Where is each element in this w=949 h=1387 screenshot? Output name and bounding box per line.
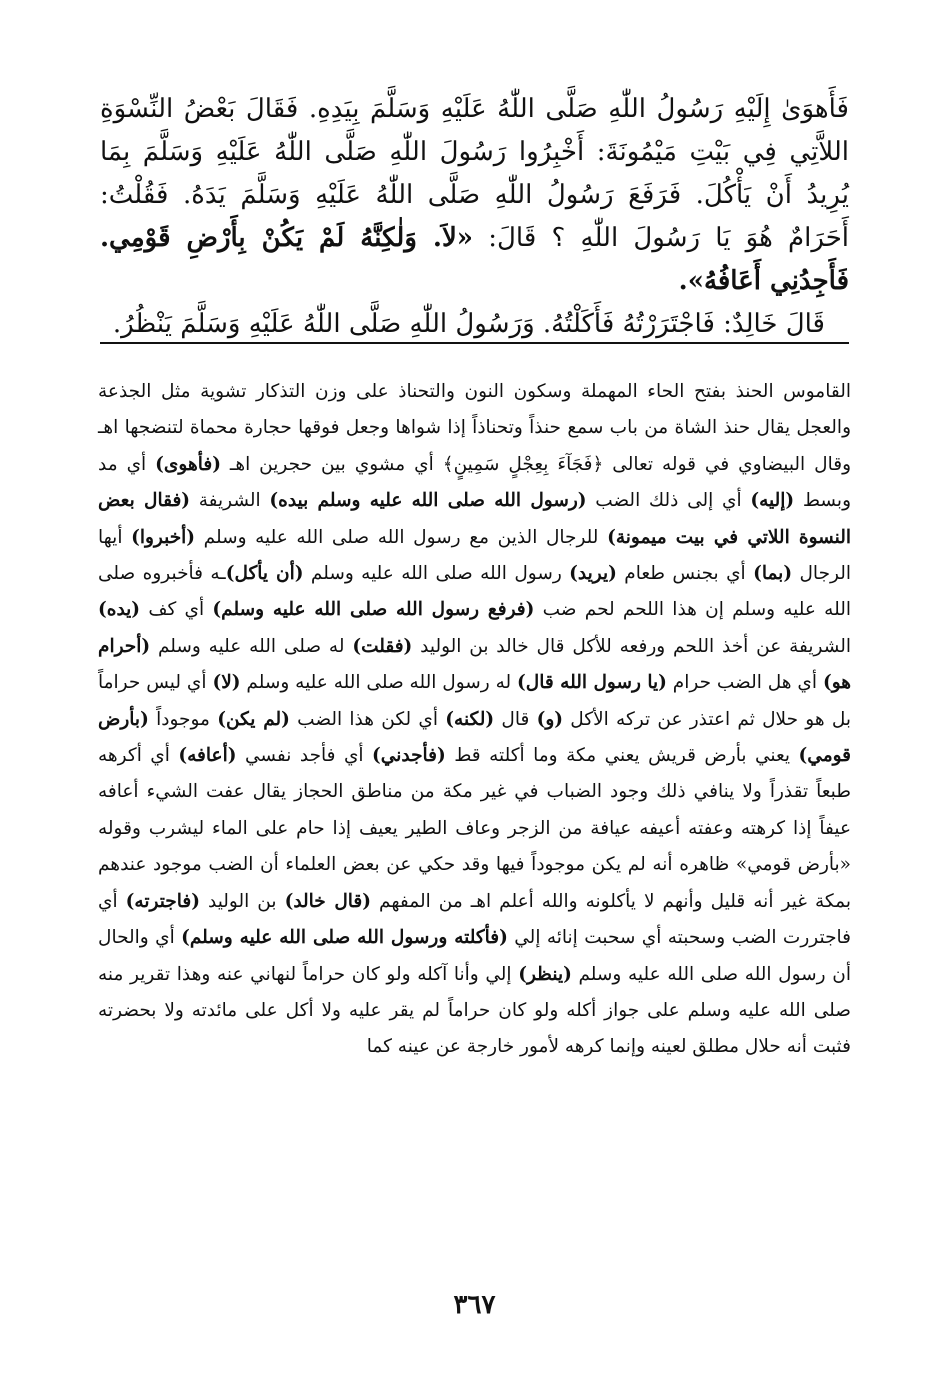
commentary-segment: أي لكن هذا الضب bbox=[289, 708, 446, 730]
commentary-segment: قال bbox=[494, 708, 537, 730]
footnote-separator bbox=[100, 342, 849, 344]
quoted-phrase: (أن يأكل) bbox=[225, 563, 304, 585]
commentary-segment: القاموس الحنذ بفتح الحاء المهملة وسكون النون والتحناذ على وزن التذكار تشوية مثل الجذعة والعجل يقال حنذ الشاة من باب سمع حنذاً وتحناذاً إذا شواها وجعل فوقها حجارة محماة لتنضجها اهـ وقال البيضاوي في قوله تعالى ﴿فَجَآءَ بِعِجْلٍ سَمِينٍ﴾ أي مشوي بين حجرين اهـ bbox=[98, 381, 851, 475]
hadith-paragraph-ending: قَالَ خَالِدٌ: فَاجْتَرَرْتُهُ فَأَكَلْتُهُ. وَرَسُولُ اللّٰهِ صَلَّى اللّٰهُ عَلَيْهِ وَسَلَّمَ يَنْظُرُ. bbox=[112, 309, 825, 339]
commentary-segment: للرجال الذين مع رسول الله صلى الله عليه وسلم bbox=[195, 526, 608, 548]
quoted-phrase: (أخبروا) bbox=[131, 526, 196, 548]
quoted-phrase: (قال خالد) bbox=[284, 890, 372, 912]
commentary-segment: رسول الله صلى الله عليه وسلم bbox=[303, 563, 570, 585]
quoted-phrase: (فقال بعض النسوة اللاتي في بيت ميمونة) bbox=[98, 490, 852, 548]
commentary-segment: موجوداً bbox=[148, 708, 218, 730]
commentary-segment: يعني بأرض قريش يعني مكة وما أكلته قط bbox=[445, 745, 799, 767]
commentary-text bbox=[98, 374, 851, 1066]
commentary-segment: أي كف bbox=[140, 599, 213, 621]
commentary-segment: أي أكرهه طبعاً تقذراً ولا ينافي ذلك وجود الضباب في غير مكة من مناطق الحجاز يقال عفت الشيء أعافه عيفاً إذا كرهته وعفته أعيفه عيافة من الزجر وعاف الطير يعيف إذا حام على الماء ليشرب وقوله «بأرض قومي» ظاهره أنه لم يكن موجوداً فيها وقد حكي عن بعض العلماء أن الضب موجود عندهم بمكة غير أنه قليل وأنهم لا يأكلونه والله أعلم اهـ من المفهم bbox=[98, 745, 851, 912]
commentary-segment: ـه فأخبروه صلى الله عليه وسلم إن هذا اللحم لحم ضب bbox=[98, 563, 851, 621]
quoted-phrase: (فقلت) bbox=[352, 635, 413, 657]
quoted-phrase: (لكنه) bbox=[445, 708, 495, 730]
hadith-narration: فَأَهوَىٰ إِلَيْهِ رَسُولُ اللّٰهِ صَلَّى اللّٰهُ عَلَيْهِ وَسَلَّمَ بِيَدِهِ. فَقَالَ بَعْضُ النِّسْوَةِ اللاَّتِي فِي بَيْتِ مَيْمُونَةَ: أَخْبِرُوا رَسُولَ اللّٰهِ صَلَّى اللّٰهُ عَلَيْهِ وَسَلَّمَ بِمَا يُرِيدُ أَنْ يَأْكُلَ. فَرَفَعَ رَسُولُ اللّٰهِ صَلَّى اللّٰهُ عَلَيْهِ وَسَلَّمَ يَدَهُ. فَقُلْتُ: أَحَرَامٌ هُوَ يَا رَسُولَ اللّٰهِ ؟ قَالَ: bbox=[100, 94, 849, 253]
commentary-paragraph bbox=[98, 374, 851, 1066]
commentary-segment: إلي وأنا آكله ولو كان حراماً لنهاني عنه وهذا تقرير منه صلى الله عليه وسلم على جواز أكله ولو كان حراماً لم يقر عليه ولا أكل على مائدته ولا بحضرته فثبت أنه حلال مطلق لعينه وإنما كرهه لأمور خارجة عن عينه كما bbox=[98, 963, 851, 1058]
commentary-segment: له رسول الله صلى الله عليه وسلم bbox=[240, 672, 518, 694]
prophet-saying: «لاَ. وَلٰكِنَّهُ لَمْ يَكُنْ بِأَرْضِ قَوْمِي. فَأَجِدُنِي أَعَافُهُ». bbox=[100, 223, 849, 296]
commentary-segment: أي والحال أن رسول الله صلى الله عليه وسلم bbox=[98, 927, 851, 985]
commentary-segment: أي فأجد نفسي bbox=[236, 745, 373, 767]
quoted-phrase: (و) bbox=[536, 708, 564, 730]
commentary-segment: أي بجنس طعام bbox=[616, 563, 754, 585]
hadith-text bbox=[100, 88, 849, 346]
quoted-phrase: (لا) bbox=[212, 672, 241, 694]
quoted-phrase: (فأهوى) bbox=[155, 453, 221, 475]
quoted-phrase: (أعافه) bbox=[178, 745, 237, 767]
quoted-phrase: (رسول الله صلى الله عليه وسلم بيده) bbox=[269, 490, 587, 512]
page-number: ٣٦٧ bbox=[453, 1290, 496, 1320]
quoted-phrase: (فاجترته) bbox=[125, 890, 200, 912]
commentary-segment: بن الوليد bbox=[199, 890, 285, 912]
quoted-phrase: (يده) bbox=[98, 599, 141, 621]
quoted-phrase: (لم يكن) bbox=[217, 708, 290, 730]
commentary-segment: أيها الرجال bbox=[98, 526, 851, 585]
quoted-phrase: (فأكلته ورسول الله صلى الله عليه وسلم) bbox=[181, 927, 508, 949]
quoted-phrase: (بما) bbox=[753, 563, 793, 585]
hadith-paragraph bbox=[100, 88, 849, 303]
quoted-phrase: (إليه) bbox=[750, 490, 795, 512]
commentary-segment: أي إلى ذلك الضب bbox=[586, 490, 751, 512]
quoted-phrase: (يا رسول الله قال) bbox=[517, 672, 667, 694]
commentary-segment: له صلى الله عليه وسلم bbox=[150, 635, 353, 657]
commentary-segment: الشريفة عن أخذ اللحم ورفعه للأكل قال خالد بن الوليد bbox=[412, 635, 852, 657]
quoted-phrase: (أحرام هو) bbox=[98, 635, 852, 694]
commentary-segment: أي ليس حراماً بل هو حلال ثم اعتذر عن تركه الأكل bbox=[98, 672, 851, 730]
quoted-phrase: (فرفع رسول الله صلى الله عليه وسلم) bbox=[212, 599, 535, 621]
commentary-segment: أي هل الضب حرام bbox=[666, 672, 823, 694]
commentary-segment: أي مد وبسط bbox=[98, 453, 851, 512]
commentary-segment: الشريفة bbox=[190, 490, 270, 512]
quoted-phrase: (بأرض قومي) bbox=[98, 708, 851, 767]
commentary-segment: أي فاجتررت الضب وسحبته أي سحبت إنائه إلي bbox=[98, 890, 851, 949]
quoted-phrase: (فأجدني) bbox=[372, 745, 446, 767]
quoted-phrase: (ينظر) bbox=[518, 963, 572, 985]
quoted-phrase: (يريد) bbox=[569, 563, 617, 585]
